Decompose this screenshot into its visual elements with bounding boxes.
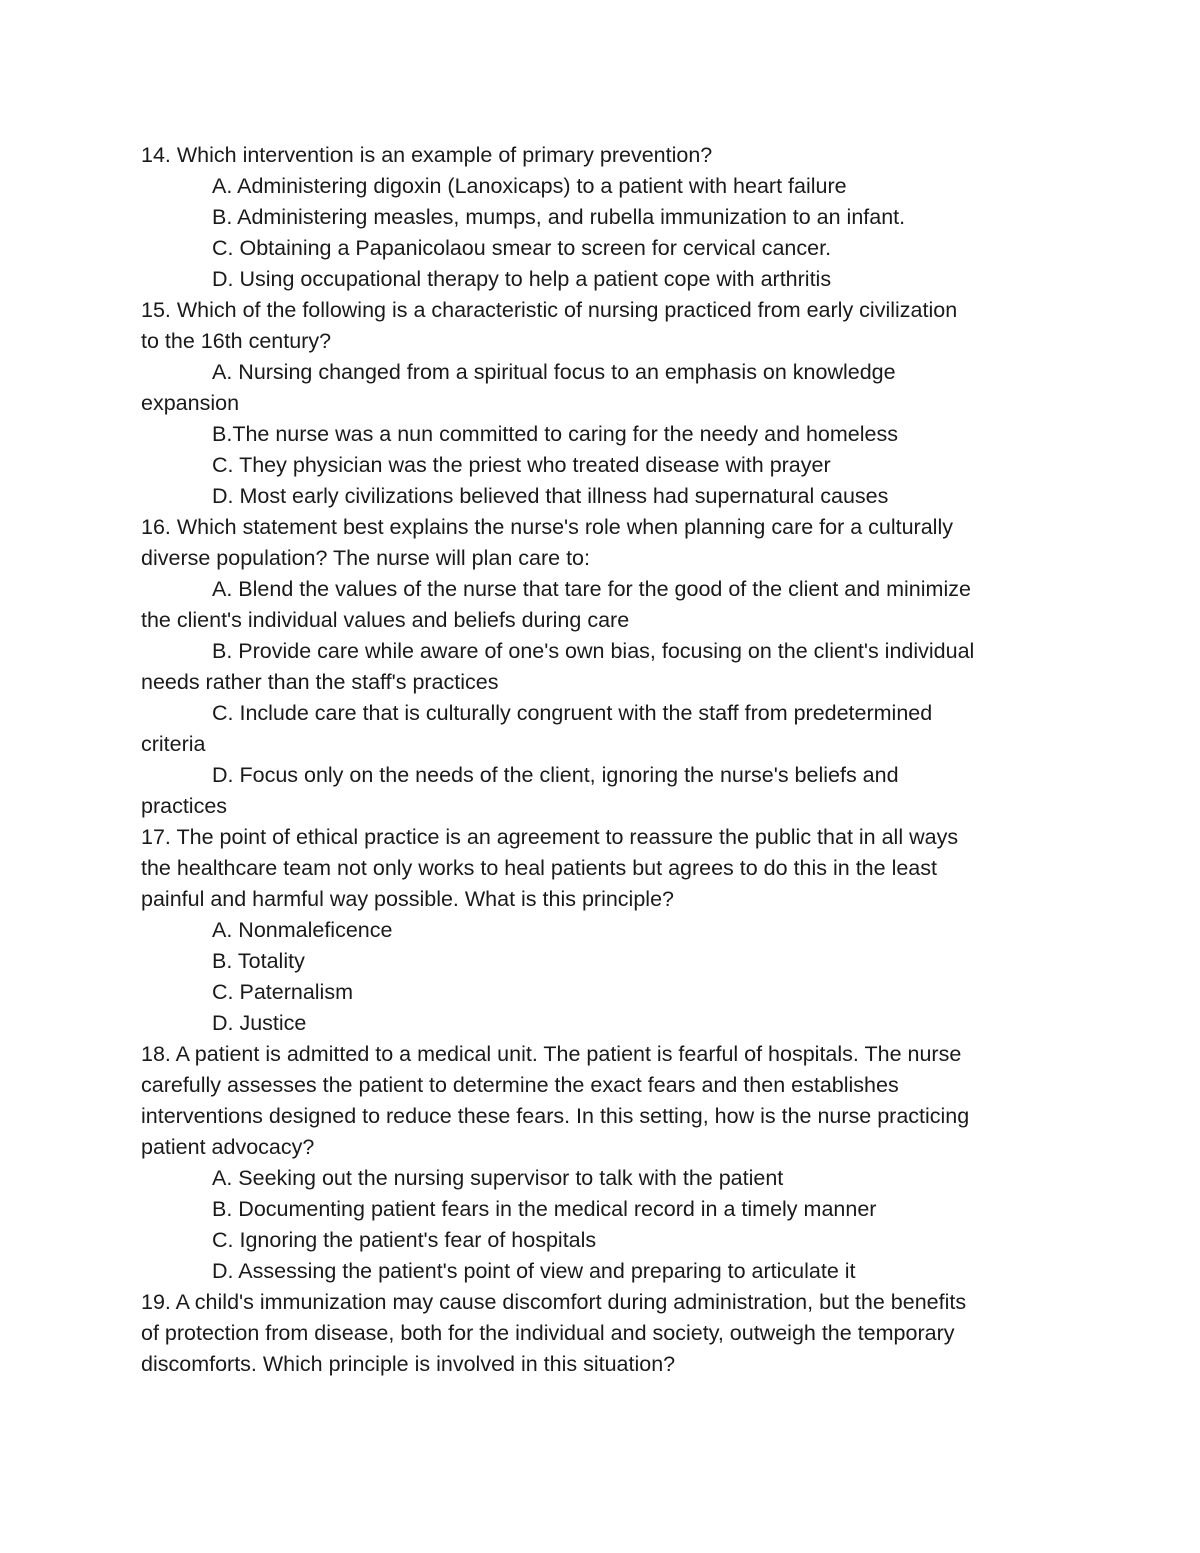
question-text-line: 14. Which intervention is an example of primary prevention?: [141, 143, 713, 167]
answer-option-line: B. Administering measles, mumps, and rubella immunization to an infant.: [212, 205, 906, 229]
answer-option-line: D. Most early civilizations believed that illness had supernatural causes: [212, 484, 889, 508]
question-text-line: 16. Which statement best explains the nurse's role when planning care for a culturally: [141, 515, 953, 539]
question-text-line: 17. The point of ethical practice is an agreement to reassure the public that in all ways: [141, 825, 959, 849]
question-text-line: practices: [141, 794, 228, 818]
question-text-line: of protection from disease, both for the individual and society, outweigh the temporary: [141, 1321, 955, 1345]
question-text-line: to the 16th century?: [141, 329, 332, 353]
answer-option-line: C. Include care that is culturally congruent with the staff from predetermined: [212, 701, 933, 725]
answer-option-line: C. Paternalism: [212, 980, 353, 1004]
answer-option-line: B. Totality: [212, 949, 305, 973]
question-text-line: expansion: [141, 391, 240, 415]
answer-option-line: B. Documenting patient fears in the medical record in a timely manner: [212, 1197, 877, 1221]
question-text-line: the client's individual values and beliefs during care: [141, 608, 630, 632]
question-text-line: discomforts. Which principle is involved in this situation?: [141, 1352, 676, 1376]
answer-option-line: D. Using occupational therapy to help a patient cope with arthritis: [212, 267, 832, 291]
answer-option-line: A. Blend the values of the nurse that tare for the good of the client and minimize: [212, 577, 971, 601]
question-text-line: painful and harmful way possible. What is this principle?: [141, 887, 674, 911]
answer-option-line: A. Administering digoxin (Lanoxicaps) to a patient with heart failure: [212, 174, 847, 198]
answer-option-line: A. Nonmaleficence: [212, 918, 393, 942]
question-text-line: patient advocacy?: [141, 1135, 315, 1159]
document-body: [141, 140, 1061, 1380]
answer-option-line: C. Obtaining a Papanicolaou smear to screen for cervical cancer.: [212, 236, 832, 260]
question-text-line: 19. A child's immunization may cause discomfort during administration, but the benefits: [141, 1290, 967, 1314]
answer-option-line: C. Ignoring the patient's fear of hospitals: [212, 1228, 597, 1252]
question-text-line: needs rather than the staff's practices: [141, 670, 499, 694]
answer-option-line: A. Nursing changed from a spiritual focus to an emphasis on knowledge: [212, 360, 896, 384]
question-text-line: diverse population? The nurse will plan care to:: [141, 546, 590, 570]
question-text-line: 15. Which of the following is a characteristic of nursing practiced from early civilization: [141, 298, 958, 322]
answer-option-line: A. Seeking out the nursing supervisor to talk with the patient: [212, 1166, 784, 1190]
answer-option-line: D. Assessing the patient's point of view and preparing to articulate it: [212, 1259, 856, 1283]
answer-option-line: D. Justice: [212, 1011, 307, 1035]
answer-option-line: D. Focus only on the needs of the client, ignoring the nurse's beliefs and: [212, 763, 899, 787]
answer-option-line: B.The nurse was a nun committed to caring for the needy and homeless: [212, 422, 898, 446]
question-text-line: carefully assesses the patient to determine the exact fears and then establishes: [141, 1073, 899, 1097]
question-text-line: interventions designed to reduce these fears. In this setting, how is the nurse practicing: [141, 1104, 970, 1128]
question-text-line: 18. A patient is admitted to a medical unit. The patient is fearful of hospitals. The nurse: [141, 1042, 962, 1066]
question-text-line: criteria: [141, 732, 206, 756]
question-text-line: the healthcare team not only works to heal patients but agrees to do this in the least: [141, 856, 937, 880]
answer-option-line: C. They physician was the priest who treated disease with prayer: [212, 453, 831, 477]
answer-option-line: B. Provide care while aware of one's own bias, focusing on the client's individual: [212, 639, 975, 663]
